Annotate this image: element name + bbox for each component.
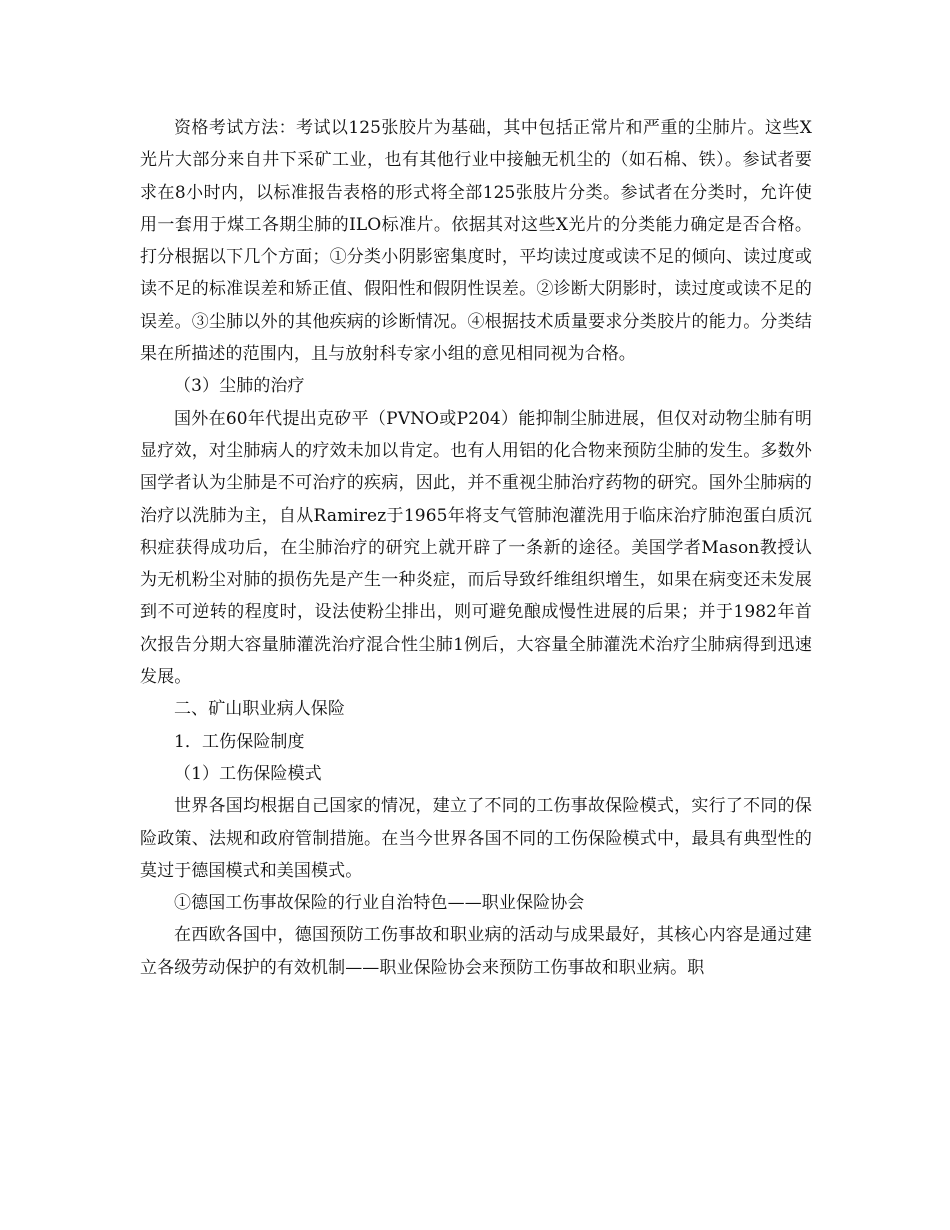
heading-injury-insurance-system: 1．工伤保险制度 [174, 731, 305, 752]
heading-pneumoconiosis-treatment: （3）尘肺的治疗 [174, 376, 305, 397]
heading-mine-occupational-insurance: 二、矿山职业病人保险 [174, 699, 345, 720]
paragraph-german-model: 在西欧各国中，德国预防工伤事故和职业病的活动与成果最好，其核心内容是通过建立各级劳动保护的有效机制——职业保险协会来预防工伤事故和职业病。职 [140, 925, 812, 978]
paragraph-insurance-models: 世界各国均根据自己国家的情况，建立了不同的工伤事故保险模式，实行了不同的保险政策、法规和政府管制措施。在当今世界各国不同的工伤保险模式中，最具有典型性的莫过于德国模式和美国模式。 [140, 796, 812, 881]
paragraph-qualification-exam: 资格考试方法：考试以125张胶片为基础，其中包括正常片和严重的尘肺片。这些X光片大部分来自井下采矿工业，也有其他行业中接触无机尘的（如石棉、铁）。参试者要求在8小时内，以标准报告表格的形式将全部125张肢片分类。参试者在分类时，允许使用一套用于煤工各期尘肺的ILO标准片。依据其对这些X光片的分类能力确定是否合格。打分根据以下几个方面；①分类小阴影密集度时，平均读过度或读不足的倾向、读过度或读不足的标准误差和矫正值、假阳性和假阴性误差。②诊断大阴影时，读过度或读不足的误差。③尘肺以外的其他疾病的诊断情况。④根据技术质量要求分类胶片的能力。分类结果在所描述的范围内，且与放射科专家小组的意见相同视为合格。 [140, 118, 812, 365]
paragraph-treatment: 国外在60年代提出克矽平（PVNO或P204）能抑制尘肺进展，但仅对动物尘肺有明显疗效，对尘肺病人的疗效未加以肯定。也有人用铝的化合物来预防尘肺的发生。多数外国学者认为尘肺是不可治疗的疾病，因此，并不重视尘肺治疗药物的研究。国外尘肺病的治疗以洗肺为主，自从Ramirez于1965年将支气管肺泡灌洗用于临床治疗肺泡蛋白质沉积症获得成功后，在尘肺治疗的研究上就开辟了一条新的途径。美国学者Mason教授认为无机粉尘对肺的损伤先是产生一种炎症，而后导致纤维组织增生，如果在病变还未发展到不可逆转的程度时，设法使粉尘排出，则可避免酿成慢性进展的后果；并于1982年首次报告分期大容量肺灌洗治疗混合性尘肺1例后，大容量全肺灌洗术治疗尘肺病得到迅速发展。 [140, 408, 812, 688]
heading-injury-insurance-model: （1）工伤保险模式 [174, 763, 322, 784]
heading-german-model: ①德国工伤事故保险的行业自治特色——职业保险协会 [174, 893, 585, 914]
document-page [140, 112, 812, 984]
